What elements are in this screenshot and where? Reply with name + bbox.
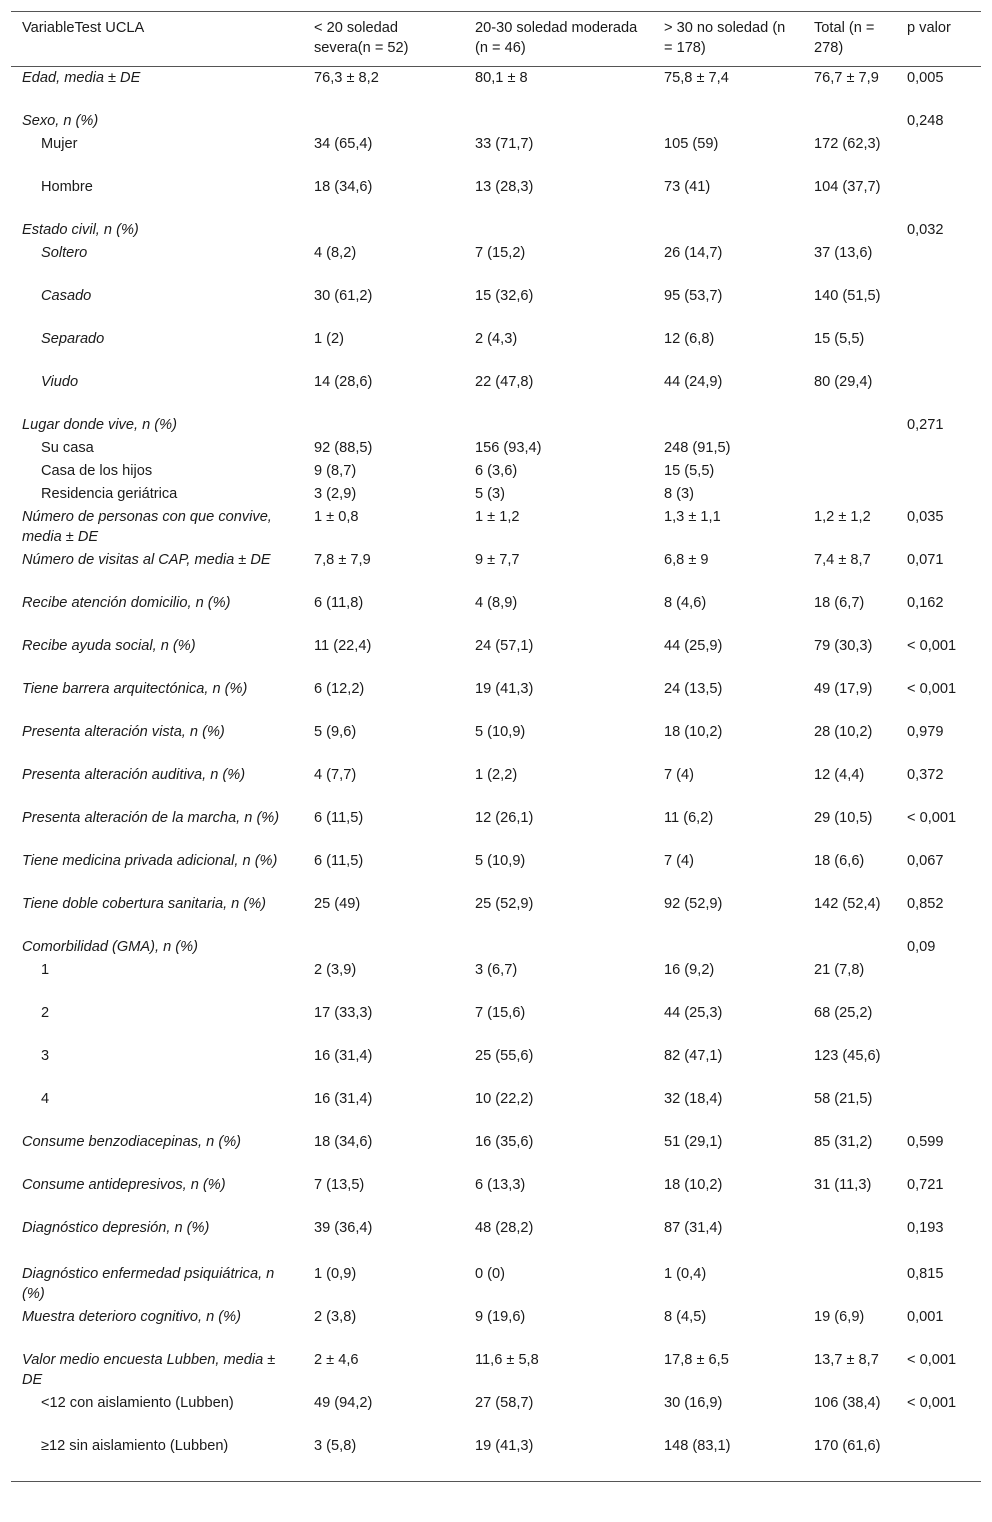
cell-total: 104 (37,7) [814, 179, 881, 195]
cell-p-value [896, 1088, 981, 1131]
cell-none: 18 (10,2) [664, 724, 723, 740]
table-header [11, 12, 981, 67]
cell-variable: Número de visitas al CAP, media ± DE [22, 552, 271, 568]
table-row [11, 549, 981, 592]
table-row [11, 1045, 981, 1088]
cell-severe: 7,8 ± 7,9 [314, 552, 371, 568]
cell-none: 44 (25,3) [664, 1005, 723, 1021]
table-row [11, 678, 981, 721]
header-row [11, 12, 981, 67]
header-severe-loneliness: < 20 soledad severa(n = 52) [314, 20, 409, 56]
cell-p-value [896, 242, 981, 285]
table-row [11, 219, 981, 242]
cell-total: 18 (6,6) [814, 853, 865, 869]
cell-variable: Valor medio encuesta Lubben, media ± DE [22, 1352, 276, 1388]
cell-severe: 92 (88,5) [314, 440, 373, 456]
cell-p-value [896, 1435, 981, 1482]
cell-moderate: 7 (15,6) [475, 1005, 526, 1021]
cell-p-value [896, 285, 981, 328]
cell-total [803, 414, 896, 437]
cell-moderate: 5 (10,9) [475, 724, 526, 740]
cell-variable: Residencia geriátrica [41, 486, 178, 502]
table-row [11, 371, 981, 414]
cell-total: 106 (38,4) [814, 1395, 881, 1411]
cell-none: 75,8 ± 7,4 [664, 70, 729, 86]
cell-none [653, 110, 803, 133]
cell-moderate: 15 (32,6) [475, 288, 534, 304]
cell-none: 1,3 ± 1,1 [664, 509, 721, 525]
table-row [11, 242, 981, 285]
cell-variable: 3 [41, 1048, 50, 1064]
cell-p-value [896, 328, 981, 371]
cell-p-value: 0,035 [907, 509, 944, 525]
cell-variable: Consume benzodiacepinas, n (%) [22, 1134, 242, 1150]
cell-total: 170 (61,6) [814, 1438, 881, 1454]
cell-p-value [896, 371, 981, 414]
cell-none [653, 936, 803, 959]
cell-severe [303, 219, 464, 242]
cell-total: 172 (62,3) [814, 136, 881, 152]
header-p-value: p valor [907, 20, 951, 36]
cell-moderate: 16 (35,6) [475, 1134, 534, 1150]
table-row [11, 721, 981, 764]
cell-variable: Su casa [41, 440, 94, 456]
table-row [11, 176, 981, 219]
table-row [11, 483, 981, 506]
cell-none: 26 (14,7) [664, 245, 723, 261]
table-row [11, 414, 981, 437]
cell-severe: 34 (65,4) [314, 136, 373, 152]
cell-variable: Recibe atención domicilio, n (%) [22, 595, 231, 611]
cell-p-value: < 0,001 [907, 810, 957, 826]
cell-moderate: 5 (3) [475, 486, 506, 502]
cell-severe: 4 (7,7) [314, 767, 357, 783]
cell-severe: 4 (8,2) [314, 245, 357, 261]
cell-none: 87 (31,4) [664, 1220, 723, 1236]
cell-p-value: < 0,001 [907, 1395, 957, 1411]
cell-severe: 6 (11,5) [314, 853, 364, 869]
cell-total: 19 (6,9) [814, 1309, 865, 1325]
table-row [11, 1263, 981, 1306]
cell-severe: 18 (34,6) [314, 1134, 373, 1150]
cell-none: 8 (3) [664, 486, 695, 502]
cell-none: 51 (29,1) [664, 1134, 723, 1150]
cell-total: 28 (10,2) [814, 724, 873, 740]
table-row [11, 764, 981, 807]
cell-none: 32 (18,4) [664, 1091, 723, 1107]
cell-moderate: 9 ± 7,7 [475, 552, 520, 568]
cell-moderate [464, 414, 653, 437]
table-body [11, 67, 981, 1482]
cell-variable: <12 con aislamiento (Lubben) [41, 1395, 234, 1411]
cell-none: 73 (41) [664, 179, 711, 195]
cell-none: 95 (53,7) [664, 288, 723, 304]
cell-severe: 2 (3,9) [314, 962, 357, 978]
cell-severe: 6 (12,2) [314, 681, 365, 697]
cell-moderate: 6 (3,6) [475, 463, 518, 479]
cell-p-value: 0,032 [907, 222, 944, 238]
cell-p-value: 0,979 [907, 724, 944, 740]
cell-severe: 3 (5,8) [314, 1438, 357, 1454]
cell-total [803, 483, 896, 506]
cell-none: 82 (47,1) [664, 1048, 723, 1064]
cell-moderate: 22 (47,8) [475, 374, 534, 390]
cell-none: 7 (4) [664, 853, 695, 869]
cell-variable: Tiene doble cobertura sanitaria, n (%) [22, 896, 267, 912]
cell-variable: 1 [41, 962, 50, 978]
cell-none: 6,8 ± 9 [664, 552, 709, 568]
cell-total [803, 437, 896, 460]
cell-p-value [896, 176, 981, 219]
cell-moderate: 0 (0) [475, 1266, 506, 1282]
cell-variable: Edad, media ± DE [22, 70, 141, 86]
table-row [11, 635, 981, 678]
cell-total: 29 (10,5) [814, 810, 873, 826]
cell-none: 15 (5,5) [664, 463, 715, 479]
cell-severe: 9 (8,7) [314, 463, 357, 479]
cell-total: 7,4 ± 8,7 [814, 552, 871, 568]
table-row [11, 437, 981, 460]
table-row [11, 1306, 981, 1349]
table-row [11, 285, 981, 328]
cell-variable: Presenta alteración de la marcha, n (%) [22, 810, 280, 826]
cell-variable: Comorbilidad (GMA), n (%) [22, 939, 198, 955]
cell-none: 92 (52,9) [664, 896, 723, 912]
cell-variable: Sexo, n (%) [22, 113, 99, 129]
cell-none: 30 (16,9) [664, 1395, 723, 1411]
header-moderate-loneliness: 20-30 soledad moderada (n = 46) [475, 20, 638, 56]
cell-p-value [896, 1002, 981, 1045]
cell-severe: 76,3 ± 8,2 [314, 70, 379, 86]
cell-moderate: 5 (10,9) [475, 853, 526, 869]
cell-severe: 3 (2,9) [314, 486, 357, 502]
cell-total: 80 (29,4) [814, 374, 873, 390]
cell-p-value [896, 133, 981, 176]
cell-severe [303, 414, 464, 437]
cell-variable: Mujer [41, 136, 78, 152]
cell-moderate: 12 (26,1) [475, 810, 534, 826]
cell-variable: Diagnóstico depresión, n (%) [22, 1220, 210, 1236]
cell-moderate: 1 ± 1,2 [475, 509, 520, 525]
cell-none: 44 (25,9) [664, 638, 723, 654]
cell-moderate: 156 (93,4) [475, 440, 542, 456]
cell-p-value: 0,005 [907, 70, 944, 86]
cell-moderate: 6 (13,3) [475, 1177, 526, 1193]
cell-p-value: 0,09 [907, 939, 936, 955]
cell-variable: 4 [41, 1091, 50, 1107]
cell-none: 1 (0,4) [664, 1266, 707, 1282]
cell-none: 16 (9,2) [664, 962, 715, 978]
cell-moderate: 7 (15,2) [475, 245, 526, 261]
table-row [11, 1174, 981, 1217]
cell-moderate: 19 (41,3) [475, 1438, 534, 1454]
cell-total: 76,7 ± 7,9 [814, 70, 879, 86]
cell-variable: Número de personas con que convive, media ± DE [22, 509, 272, 545]
cell-moderate [464, 936, 653, 959]
cell-moderate: 25 (55,6) [475, 1048, 534, 1064]
cell-severe: 5 (9,6) [314, 724, 357, 740]
cell-variable: Casa de los hijos [41, 463, 153, 479]
cell-total: 13,7 ± 8,7 [814, 1352, 879, 1368]
table-row [11, 133, 981, 176]
cell-p-value: < 0,001 [907, 681, 957, 697]
cell-none: 17,8 ± 6,5 [664, 1352, 729, 1368]
table-row [11, 959, 981, 1002]
table-row [11, 592, 981, 635]
cell-severe: 6 (11,8) [314, 595, 364, 611]
cell-p-value [896, 437, 981, 460]
cell-variable: Hombre [41, 179, 93, 195]
cell-p-value [896, 1045, 981, 1088]
cell-total: 68 (25,2) [814, 1005, 873, 1021]
cell-none: 8 (4,6) [664, 595, 707, 611]
cell-p-value: 0,067 [907, 853, 944, 869]
cell-variable: Casado [41, 288, 92, 304]
cell-none [653, 219, 803, 242]
cell-severe: 6 (11,5) [314, 810, 364, 826]
table-row [11, 1131, 981, 1174]
cell-total: 21 (7,8) [814, 962, 865, 978]
cell-moderate: 11,6 ± 5,8 [475, 1352, 539, 1368]
cell-severe [303, 936, 464, 959]
cell-moderate [464, 110, 653, 133]
cell-none: 105 (59) [664, 136, 719, 152]
table-row [11, 936, 981, 959]
cell-moderate: 19 (41,3) [475, 681, 534, 697]
cell-total [803, 219, 896, 242]
cell-severe [303, 110, 464, 133]
cell-none [653, 414, 803, 437]
cell-severe: 7 (13,5) [314, 1177, 365, 1193]
cell-severe: 1 (0,9) [314, 1266, 357, 1282]
results-table-container [11, 11, 981, 1482]
cell-variable: 2 [41, 1005, 50, 1021]
cell-total: 85 (31,2) [814, 1134, 873, 1150]
cell-severe: 11 (22,4) [314, 638, 372, 654]
cell-total [803, 1263, 896, 1306]
cell-severe: 14 (28,6) [314, 374, 373, 390]
cell-total: 12 (4,4) [814, 767, 865, 783]
table-row [11, 110, 981, 133]
results-table [11, 11, 981, 1482]
cell-variable: Muestra deterioro cognitivo, n (%) [22, 1309, 241, 1325]
cell-none: 8 (4,5) [664, 1309, 707, 1325]
cell-p-value: 0,162 [907, 595, 944, 611]
cell-severe: 16 (31,4) [314, 1091, 373, 1107]
cell-total: 1,2 ± 1,2 [814, 509, 871, 525]
cell-p-value: 0,001 [907, 1309, 944, 1325]
cell-p-value: 0,815 [907, 1266, 944, 1282]
cell-moderate: 27 (58,7) [475, 1395, 534, 1411]
cell-moderate: 80,1 ± 8 [475, 70, 528, 86]
cell-total: 15 (5,5) [814, 331, 865, 347]
table-row [11, 1349, 981, 1392]
cell-total [803, 936, 896, 959]
cell-severe: 30 (61,2) [314, 288, 373, 304]
cell-variable: Viudo [41, 374, 79, 390]
cell-moderate: 48 (28,2) [475, 1220, 534, 1236]
cell-severe: 1 ± 0,8 [314, 509, 359, 525]
cell-total [803, 1217, 896, 1263]
cell-total: 142 (52,4) [814, 896, 881, 912]
table-row [11, 506, 981, 549]
cell-p-value: 0,071 [907, 552, 944, 568]
cell-moderate: 33 (71,7) [475, 136, 534, 152]
cell-total: 140 (51,5) [814, 288, 881, 304]
header-variable: VariableTest UCLA [22, 20, 145, 36]
cell-total [803, 110, 896, 133]
table-row [11, 328, 981, 371]
cell-moderate [464, 219, 653, 242]
cell-total: 37 (13,6) [814, 245, 873, 261]
cell-variable: ≥12 sin aislamiento (Lubben) [41, 1438, 229, 1454]
cell-none: 12 (6,8) [664, 331, 715, 347]
cell-none: 18 (10,2) [664, 1177, 723, 1193]
cell-total: 18 (6,7) [814, 595, 865, 611]
cell-moderate: 3 (6,7) [475, 962, 518, 978]
cell-variable: Estado civil, n (%) [22, 222, 139, 238]
cell-total: 31 (11,3) [814, 1177, 872, 1193]
cell-variable: Tiene medicina privada adicional, n (%) [22, 853, 278, 869]
cell-severe: 25 (49) [314, 896, 361, 912]
cell-total: 58 (21,5) [814, 1091, 873, 1107]
cell-p-value: 0,193 [907, 1220, 944, 1236]
cell-p-value [896, 959, 981, 1002]
cell-p-value: 0,599 [907, 1134, 944, 1150]
cell-severe: 2 ± 4,6 [314, 1352, 359, 1368]
cell-none: 11 (6,2) [664, 810, 714, 826]
table-row [11, 1002, 981, 1045]
cell-moderate: 1 (2,2) [475, 767, 518, 783]
table-row [11, 893, 981, 936]
cell-variable: Presenta alteración vista, n (%) [22, 724, 225, 740]
cell-variable: Consume antidepresivos, n (%) [22, 1177, 226, 1193]
cell-none: 148 (83,1) [664, 1438, 731, 1454]
cell-p-value: 0,721 [907, 1177, 944, 1193]
table-row [11, 460, 981, 483]
cell-total: 79 (30,3) [814, 638, 873, 654]
cell-moderate: 25 (52,9) [475, 896, 534, 912]
cell-p-value: 0,248 [907, 113, 944, 129]
cell-severe: 16 (31,4) [314, 1048, 373, 1064]
table-row [11, 1392, 981, 1435]
cell-p-value: 0,852 [907, 896, 944, 912]
cell-severe: 39 (36,4) [314, 1220, 373, 1236]
cell-none: 248 (91,5) [664, 440, 731, 456]
cell-none: 44 (24,9) [664, 374, 723, 390]
cell-moderate: 24 (57,1) [475, 638, 534, 654]
cell-p-value: 0,372 [907, 767, 944, 783]
cell-p-value: < 0,001 [907, 1352, 957, 1368]
cell-total [803, 460, 896, 483]
table-row [11, 850, 981, 893]
cell-p-value [896, 483, 981, 506]
table-row [11, 67, 981, 111]
table-row [11, 807, 981, 850]
cell-variable: Tiene barrera arquitectónica, n (%) [22, 681, 248, 697]
cell-total: 123 (45,6) [814, 1048, 881, 1064]
cell-moderate: 4 (8,9) [475, 595, 518, 611]
cell-moderate: 10 (22,2) [475, 1091, 534, 1107]
cell-moderate: 2 (4,3) [475, 331, 518, 347]
cell-none: 7 (4) [664, 767, 695, 783]
cell-p-value [896, 460, 981, 483]
cell-severe: 49 (94,2) [314, 1395, 373, 1411]
cell-variable: Recibe ayuda social, n (%) [22, 638, 196, 654]
cell-moderate: 13 (28,3) [475, 179, 534, 195]
cell-variable: Presenta alteración auditiva, n (%) [22, 767, 246, 783]
cell-severe: 18 (34,6) [314, 179, 373, 195]
cell-severe: 1 (2) [314, 331, 345, 347]
table-row [11, 1435, 981, 1482]
cell-variable: Separado [41, 331, 105, 347]
header-total: Total (n = 278) [814, 20, 875, 56]
cell-severe: 2 (3,8) [314, 1309, 357, 1325]
table-row [11, 1088, 981, 1131]
cell-p-value: 0,271 [907, 417, 944, 433]
cell-variable: Soltero [41, 245, 88, 261]
cell-moderate: 9 (19,6) [475, 1309, 526, 1325]
cell-severe: 17 (33,3) [314, 1005, 373, 1021]
table-row [11, 1217, 981, 1263]
cell-variable: Diagnóstico enfermedad psiquiátrica, n (%) [22, 1266, 275, 1302]
cell-variable: Lugar donde vive, n (%) [22, 417, 177, 433]
cell-p-value: < 0,001 [907, 638, 957, 654]
header-no-loneliness: > 30 no soledad (n = 178) [664, 20, 786, 56]
cell-none: 24 (13,5) [664, 681, 723, 697]
cell-total: 49 (17,9) [814, 681, 873, 697]
